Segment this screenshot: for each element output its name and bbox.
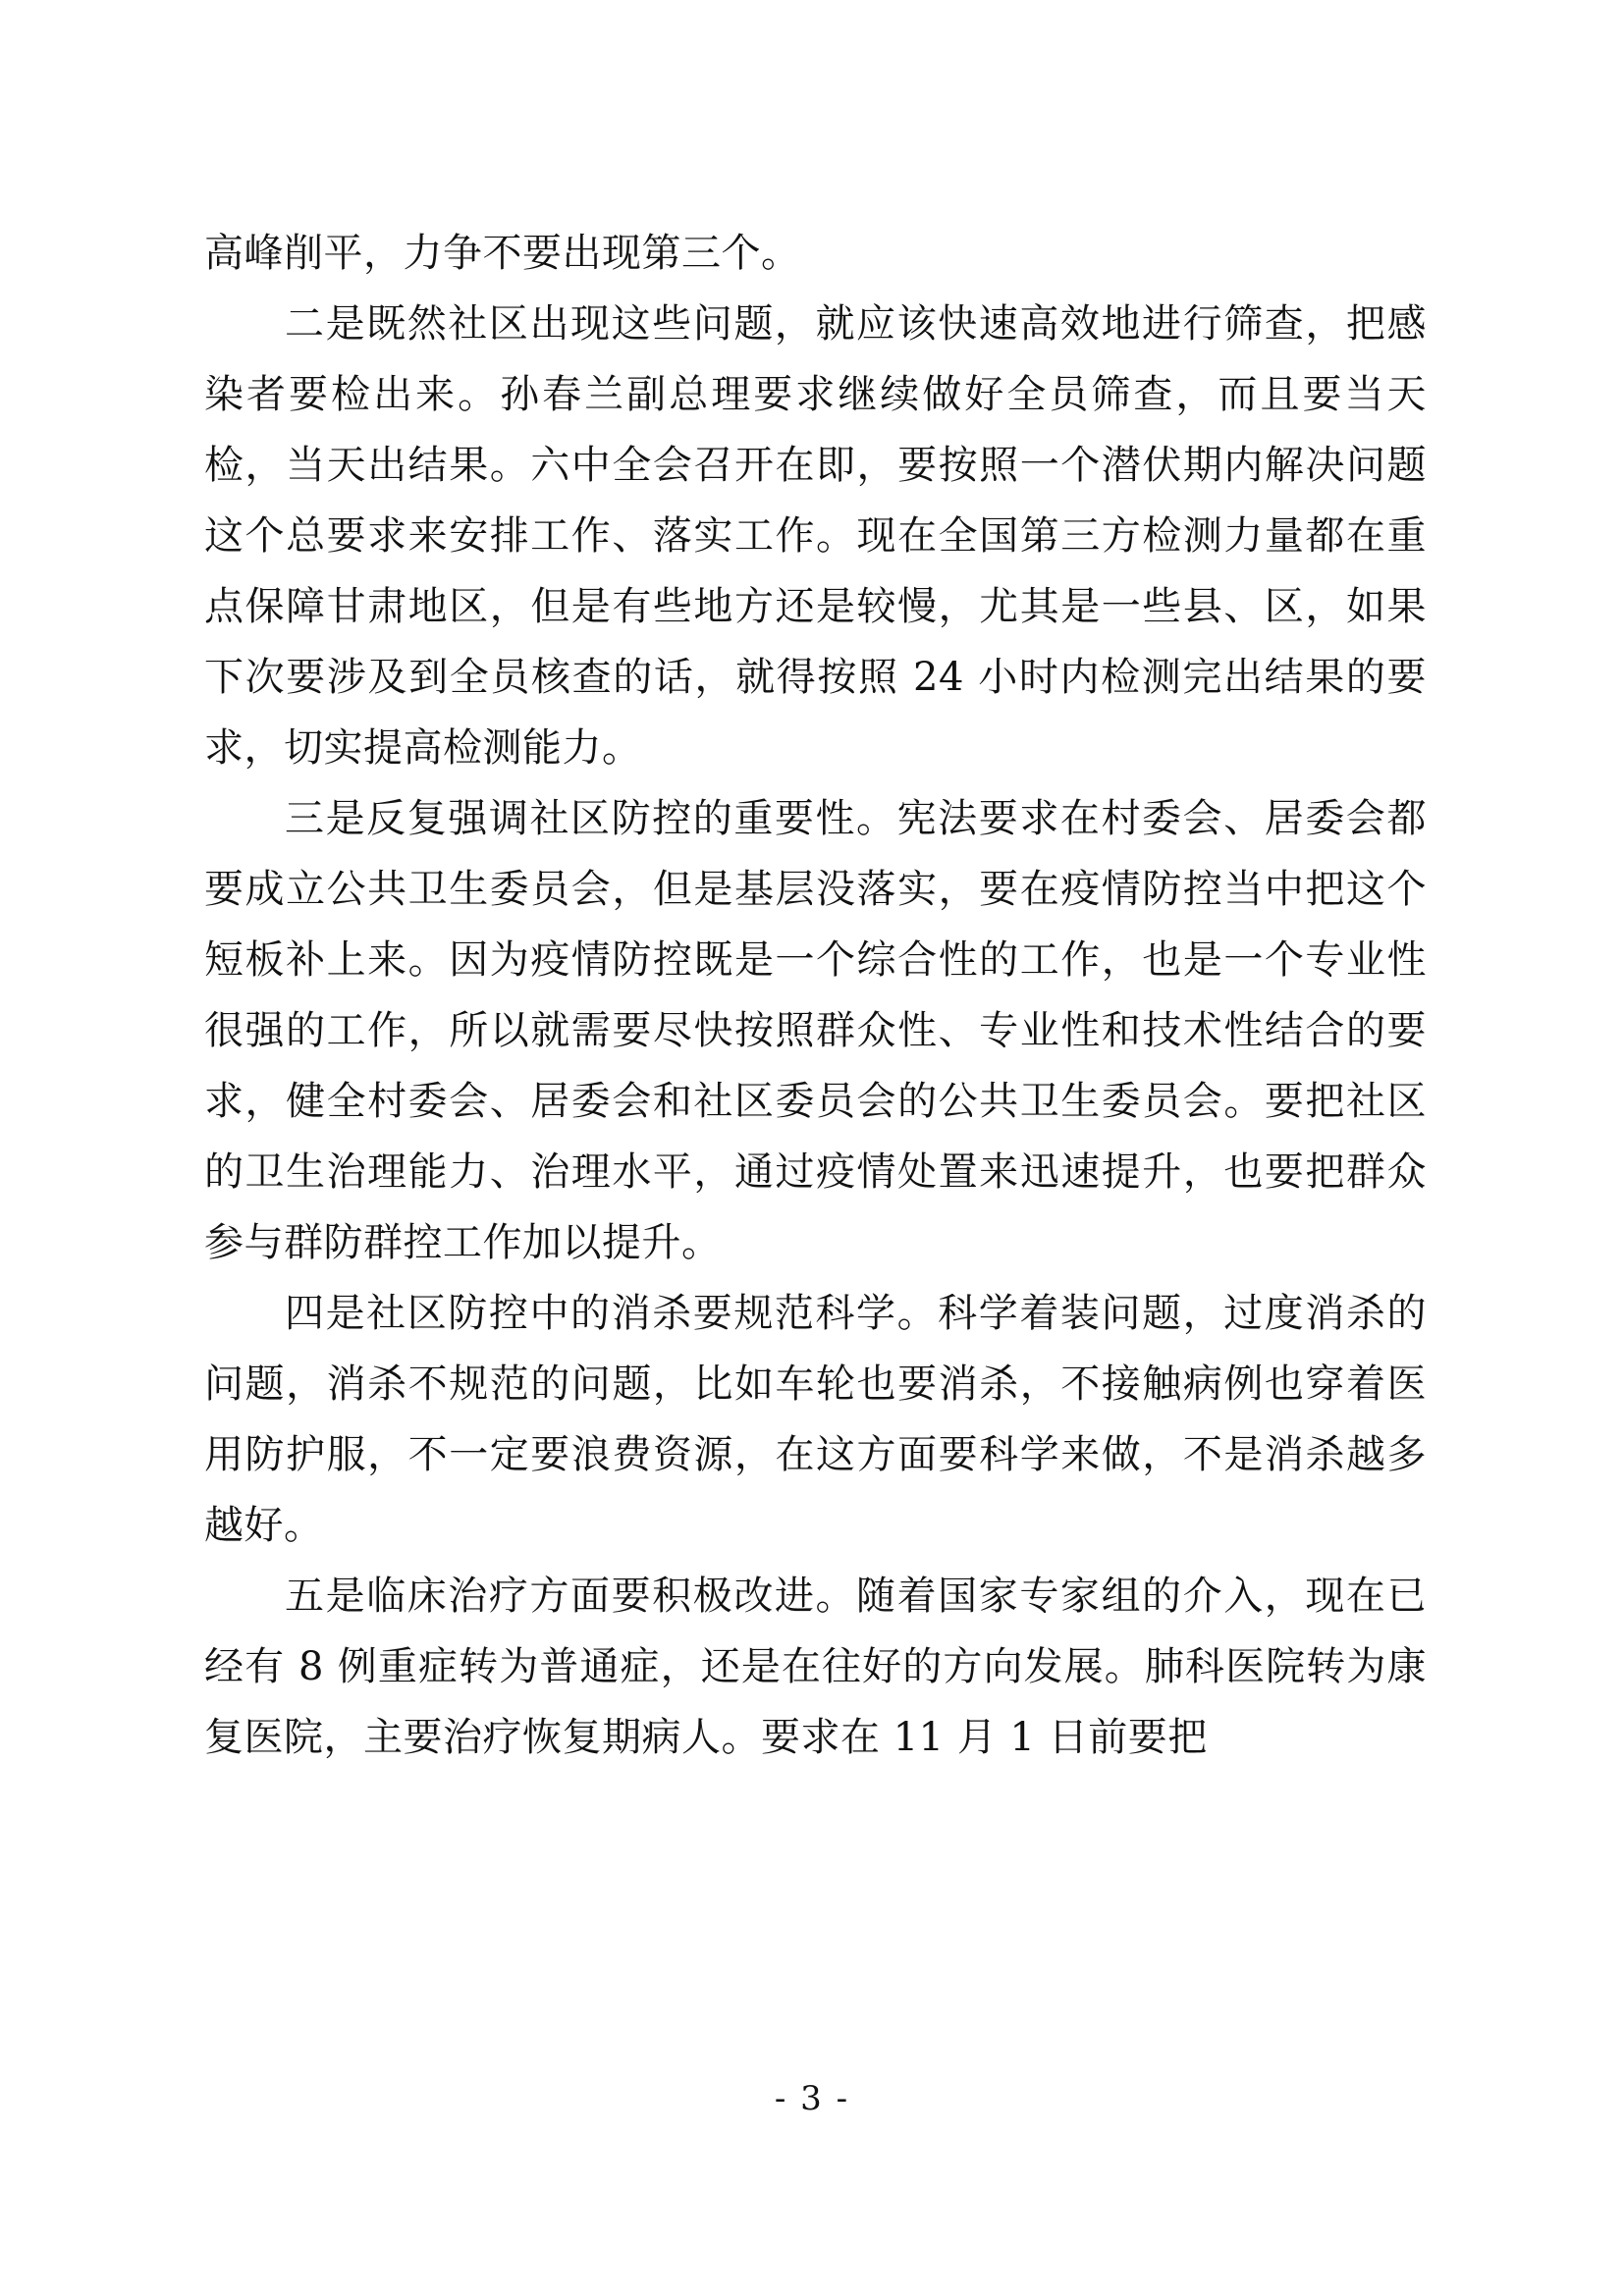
page-number: - 3 - — [774, 2079, 850, 2118]
paragraph-continued: 高峰削平，力争不要出现第三个。 — [204, 231, 801, 276]
document-body — [204, 218, 1427, 1773]
paragraph-point-two: 二是既然社区出现这些问题，就应该快速高效地进行筛查，把感染者要检出来。孙春兰副总理要求继续做好全员筛查，而且要当天检，当天出结果。六中全会召开在即，要按照一个潜伏期内解决问题这个总要求来安排工作、落实工作。现在全国第三方检测力量都在重点保障甘肃地区，但是有些地方还是较慢，尤其是一些县、区，如果下次要涉及到全员核查的话，就得按照 24 小时内检测完出结果的要求，切实提高检测能力。 — [204, 301, 1427, 771]
paragraph-point-four: 四是社区防控中的消杀要规范科学。科学着装问题，过度消杀的问题，消杀不规范的问题，比如车轮也要消杀，不接触病例也穿着医用防护服，不一定要浪费资源，在这方面要科学来做，不是消杀越多越好。 — [204, 1291, 1427, 1548]
paragraph-point-three: 三是反复强调社区防控的重要性。宪法要求在村委会、居委会都要成立公共卫生委员会，但是基层没落实，要在疫情防控当中把这个短板补上来。因为疫情防控既是一个综合性的工作，也是一个专业性很强的工作，所以就需要尽快按照群众性、专业性和技术性结合的要求，健全村委会、居委会和社区委员会的公共卫生委员会。要把社区的卫生治理能力、治理水平，通过疫情处置来迅速提升，也要把群众参与群防群控工作加以提升。 — [204, 796, 1427, 1265]
paragraph-point-five: 五是临床治疗方面要积极改进。随着国家专家组的介入，现在已经有 8 例重症转为普通症，还是在往好的方向发展。肺科医院转为康复医院，主要治疗恢复期病人。要求在 11 月 1 日前要把 — [204, 1574, 1427, 1760]
